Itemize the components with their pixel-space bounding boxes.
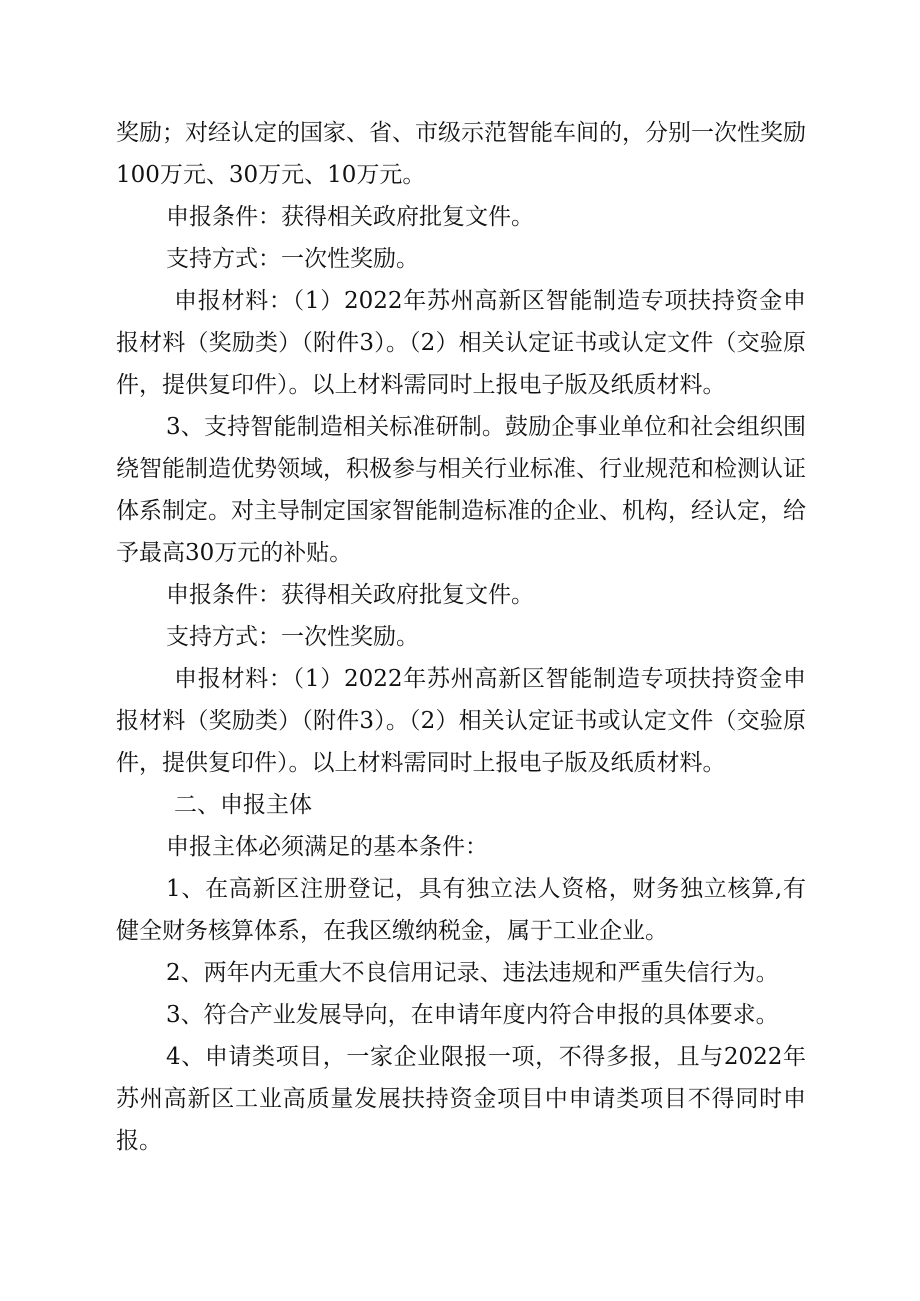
paragraph-materials: 申报材料：（1）2022年苏州高新区智能制造专项扶持资金申报材料（奖励类）（附件3）。（2）相关认定证书或认定文件（交验原件，提供复印件）。以上材料需同时上报电子版及纸质材料。 [116,666,806,776]
paragraph-item-3: 3、支持智能制造相关标准研制。鼓励企事业单位和社会组织围绕智能制造优势领域，积极参与相关行业标准、行业规范和检测认证体系制定。对主导制定国家智能制造标准的企业、机构，经认定，给予最高30万元的补贴。 [116,414,806,566]
paragraph-condition-1: 1、在高新区注册登记，具有独立法人资格，财务独立核算,有健全财务核算体系，在我区缴纳税金，属于工业企业。 [116,876,806,944]
paragraph-conditions: 申报条件：获得相关政府批复文件。 [166,204,534,230]
paragraph-condition-3: 3、符合产业发展导向，在申请年度内符合申报的具体要求。 [166,1002,779,1028]
section-heading: 二、申报主体 [174,792,312,818]
paragraph-condition-2: 2、两年内无重大不良信用记录、违法违规和严重失信行为。 [166,960,779,986]
paragraph-condition-4: 4、申请类项目，一家企业限报一项，不得多报，且与2022年苏州高新区工业高质量发展扶持资金项目中申请类项目不得同时申报。 [116,1044,806,1154]
paragraph-continuation: 奖励；对经认定的国家、省、市级示范智能车间的，分别一次性奖励100万元、30万元、10万元。 [116,120,806,188]
paragraph-support-method: 支持方式：一次性奖励。 [166,246,419,272]
paragraph-materials: 申报材料：（1）2022年苏州高新区智能制造专项扶持资金申报材料（奖励类）（附件3）。（2）相关认定证书或认定文件（交验原件，提供复印件）。以上材料需同时上报电子版及纸质材料。 [116,288,806,398]
paragraph-basic-conditions: 申报主体必须满足的基本条件： [166,834,488,860]
document-body [116,112,806,1162]
paragraph-support-method: 支持方式：一次性奖励。 [166,624,419,650]
paragraph-conditions: 申报条件：获得相关政府批复文件。 [166,582,534,608]
